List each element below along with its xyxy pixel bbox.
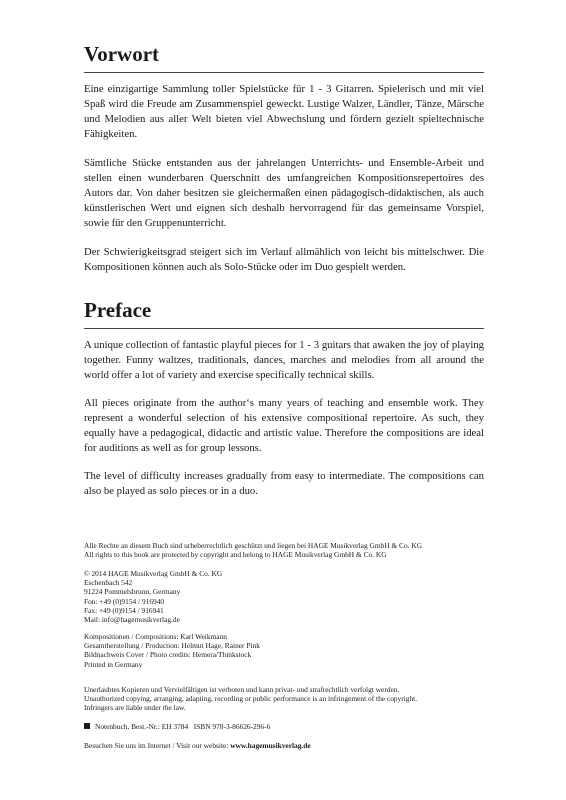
preface-section bbox=[84, 298, 484, 329]
preface-text-3: The level of difficulty increases gradually from easy to intermediate. The compositions can also be played as solo pieces or in a duo. bbox=[84, 470, 484, 497]
rights-block bbox=[84, 541, 504, 559]
vorwort-paragraph-3 bbox=[84, 245, 484, 275]
vorwort-text-2: Sämtliche Stücke entstanden aus der jahrelangen Unterrichts- und Ensemble-Arbeit und stellen einen wunderbaren Querschnitt des umfangreichen Kompositionsrepertoires des Autors dar. Von daher besitzen sie gleichermaßen einen pädagogisch-didaktischen, als auch künstlerischen Wert und eignen sich deshalb hervorragend für das gemeinsame Vorspiel, sowie für den Gruppenunterricht. bbox=[84, 157, 484, 229]
city-line: 91224 Pommelsbrunn, Germany bbox=[84, 587, 181, 597]
fax-line: Fax: +49 (0)9154 / 916941 bbox=[84, 605, 164, 615]
photo-credit: Bildnachweis Cover / Photo credits: Hemera/Thinkstock bbox=[84, 650, 252, 660]
website-prefix: Besuchen Sie uns im Internet / Visit our website: bbox=[84, 741, 231, 750]
preface-heading: Preface bbox=[84, 298, 484, 329]
preface-text-1: A unique collection of fantastic playful pieces for 1 - 3 guitars that awaken the joy of playing together. Funny waltzes, traditionals, dances, marches and melodies from all around the world offer a lot of variety and exercise specifically technical skills. bbox=[84, 339, 484, 381]
copyright-line: © 2014 HAGE Musikverlag GmbH & Co. KG bbox=[84, 569, 223, 578]
mail-line: Mail: info@hagemusikverlag.de bbox=[84, 615, 180, 625]
website-block bbox=[84, 741, 504, 750]
website-link[interactable]: www.hagemusikverlag.de bbox=[230, 741, 311, 750]
preface-text-2: All pieces originate from the author‘s many years of teaching and ensemble work. They represent a wonderful selection of his extensive compositional repertoire. As such, they equally have a pedagogical, didactic and artistic value. Therefore the compositions are ideal for auditions as well as for group lessons. bbox=[84, 397, 484, 454]
preface-paragraph-1 bbox=[84, 338, 484, 383]
rights-line-en: All rights to this book are protected by copyright and belong to HAGE Musikverlag GmbH & Co. KG bbox=[84, 550, 387, 560]
production-credit: Gesamtherstellung / Production: Helmut Hage, Rainer Pink bbox=[84, 641, 260, 651]
legal-line-de: Unerlaubtes Kopieren und Vervielfältigen ist verboten und kann privat- und strafrechtlich verfolgt werden. bbox=[84, 685, 400, 694]
order-number: Notenbuch, Best.-Nr.: EH 3784 ISBN 978-3-86626-296-6 bbox=[95, 722, 271, 731]
compositions-credit: Kompositionen / Compositions: Karl Weikmann bbox=[84, 632, 227, 641]
phone-line: Fon: +49 (0)9154 / 916940 bbox=[84, 596, 165, 606]
vorwort-paragraph-2 bbox=[84, 156, 484, 231]
vorwort-text-3: Der Schwierigkeitsgrad steigert sich im Verlauf allmählich von leicht bis mittelschwer. Die Kompositionen können auch als Solo-Stücke oder im Duo gespielt werden. bbox=[84, 246, 484, 273]
legal-block bbox=[84, 685, 504, 713]
credits-block bbox=[84, 632, 504, 669]
rights-line-de: Alle Rechte an diesem Buch sind urheberrechtlich geschützt und liegen bei HAGE Musikverlag GmbH & Co. KG bbox=[84, 541, 423, 550]
legal-line-liability: Infringers are liable under the law. bbox=[84, 703, 186, 713]
preface-paragraph-2 bbox=[84, 396, 484, 456]
order-number-block bbox=[84, 722, 504, 731]
address-block bbox=[84, 569, 504, 624]
printed-in-line: Printed in Germany bbox=[84, 659, 143, 669]
square-bullet-icon bbox=[84, 723, 90, 729]
preface-paragraph-3 bbox=[84, 469, 484, 499]
vorwort-paragraph-1 bbox=[84, 82, 484, 142]
legal-line-en: Unauthorized copying, arranging, adapting, recording or public performance is an infringement of the copyright. bbox=[84, 694, 418, 704]
vorwort-section bbox=[84, 42, 484, 73]
vorwort-heading: Vorwort bbox=[84, 42, 484, 73]
street-line: Eschenbach 542 bbox=[84, 578, 133, 588]
vorwort-text-1: Eine einzigartige Sammlung toller Spielstücke für 1 - 3 Gitarren. Spielerisch und mit viel Spaß wird die Freude am Zusammenspiel geweckt. Lustige Walzer, Ländler, Tänze, Märsche und Melodien aus aller Welt bieten viel Abwechslung und fördern gezielt spieltechnische Fähigkeiten. bbox=[84, 83, 484, 140]
